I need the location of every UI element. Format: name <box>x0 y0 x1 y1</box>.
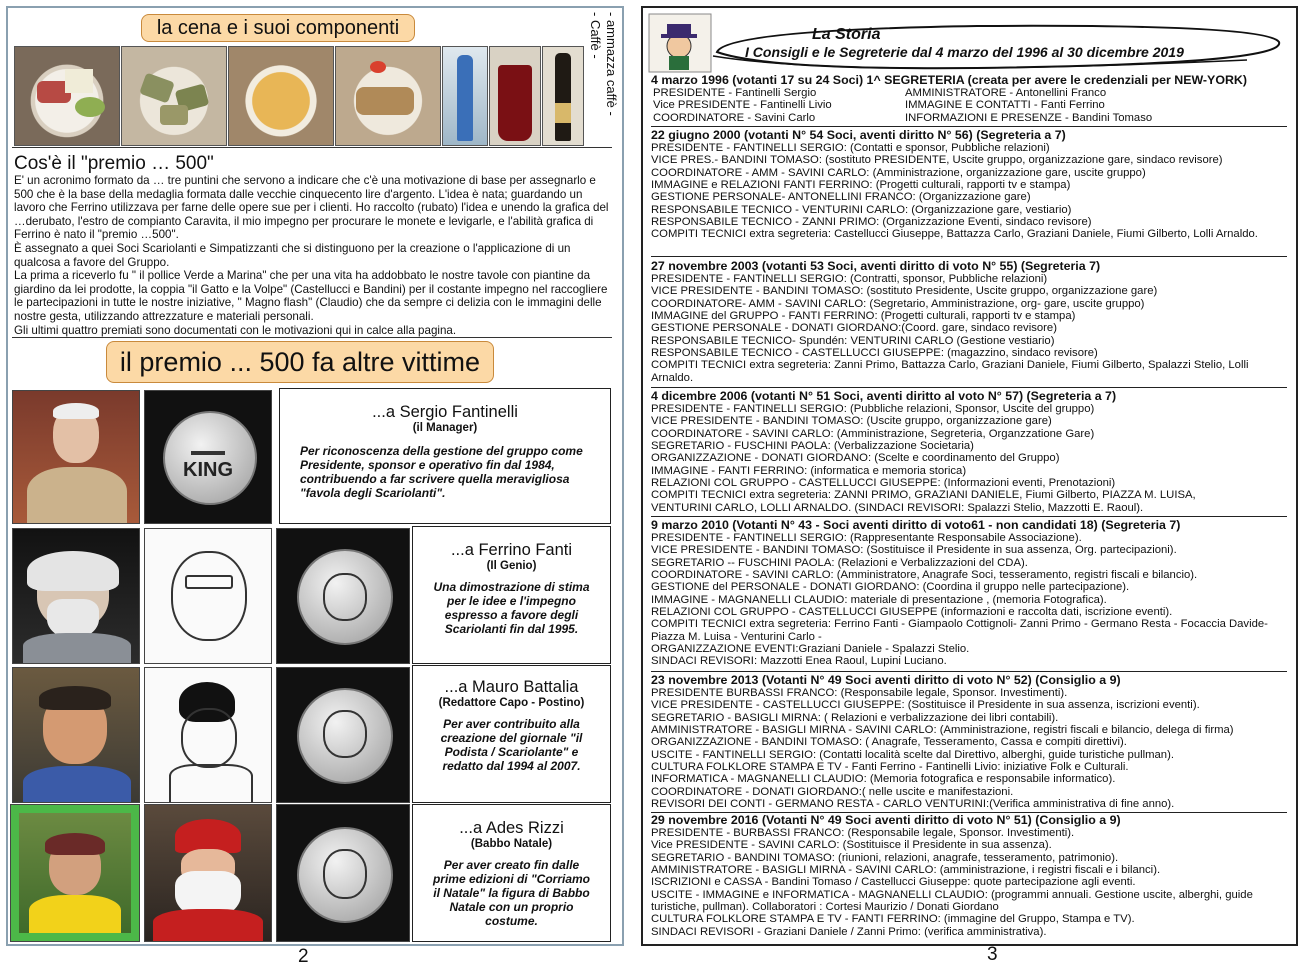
section-line: INFORMATICA - MAGNANELLI CLAUDIO: (Memoria fotografica e responsabile informatico). <box>651 773 1116 786</box>
photo-wine-carafe <box>489 46 541 146</box>
section-line: COORDINATORE - SAVINI CARLO: (Amministratore, Anagrafe Soci, tesseramento, registri fiscali e bilancio). <box>651 569 1198 582</box>
section-line: COMPITI TECNICI extra segreteria: Zanni Primo, Battazza Carlo, Graziani Daniele, Fiumi Gilberto, Spalazzi Stelio, Lolli Arnaldo. <box>651 359 1249 384</box>
award-role: (il Manager) <box>412 422 478 434</box>
section-2016 <box>651 814 1291 938</box>
section-heading: 4 dicembre 2006 (votanti N° 51 Soci, aventi diritto al voto N° 57) (Segreteria a 7) <box>651 389 1117 403</box>
section-line: AMMINISTRATORE - BASIGLI MIRNA - SAVINI CARLO: (amministrazione, i registri fiscali e i bilanci). <box>651 864 1161 877</box>
award-ades-caption <box>412 804 611 942</box>
left-page <box>6 6 624 946</box>
section-line: PRESIDENTE - FANTINELLI SERGIO: (Rappresentante Responsabile Associazione). <box>651 532 1082 544</box>
medal-ferrino <box>276 528 410 664</box>
premio-description <box>14 174 612 337</box>
section-2000 <box>651 129 1291 241</box>
paragraph: La prima a riceverlo fu " il pollice Verde a Marina" che per una vita ha addobbato le nostre tavole con piantine da giardino da lei prodotte, la coppia "il Gatto e la Volpe" (Castellucci e Bandini) per il costante impegno nel raccogliere le partecipazioni in tutte le nostre iniziative, " Magno flash" (Claudio) che da sempre ci delizia con le immagini delle nostre gesta, utilizzando attrezzature e materiali personali. <box>14 269 608 323</box>
section-line: PRESIDENTE - FANTINELLI SERGIO: (Contatti e sponsor, Pubbliche relazioni) <box>651 142 1050 154</box>
section-line: RESPONSABILE TECNICO - ZANNI PRIMO: (Organizzazione Eventi, sindaco revisore) <box>651 216 1092 229</box>
page-number-right: 3 <box>987 944 998 965</box>
photo-water-bottle <box>442 46 488 146</box>
section-line: INFORMAZIONI E PRESENZE - Bandini Tomaso <box>905 111 1153 124</box>
section-line: COMPITI TECNICI extra segreteria: Castellucci Giuseppe, Battazza Carlo, Graziani Daniele, Fiumi Gilberto, Lolli Arnaldo. <box>651 228 1258 241</box>
award-name: ...a Sergio Fantinelli <box>372 403 518 421</box>
storia-subtitle: I Consigli e le Segreterie dal 4 marzo del 1996 al 30 dicembre 2019 <box>745 44 1184 60</box>
photo-ravioli <box>121 46 227 146</box>
section-line: VICE PRESIDENTE - BANDINI TOMASO: (sostituto Presidente, Uscite gruppo, organizzazione gare) <box>651 285 1158 298</box>
section-line: SEGRETARIO - BANDINI TOMASO: (riunioni, relazioni, anagrafe, tesseramento, patrimonio). <box>651 851 1119 864</box>
section-2013 <box>651 674 1291 810</box>
king-medal <box>144 390 272 524</box>
section-line: REVISORI DEI CONTI - GERMANO RESTA - CARLO VENTURINI:(Verifica amministrativa di fine anno). <box>651 798 1175 811</box>
dinner-heading: la cena e i suoi componenti <box>141 14 415 42</box>
photo-antipasto <box>14 46 120 146</box>
section-heading: 23 novembre 2013 (Votanti N° 49 Soci aventi diritto di voto N° 52) (Consiglio a 9) <box>651 673 1121 687</box>
divider <box>12 337 612 338</box>
award-mauro-caption <box>412 665 611 803</box>
section-line: SINDACI REVISORI: Mazzotti Enea Raoul, Lupini Luciano. <box>651 655 947 668</box>
medal-ades <box>276 804 410 942</box>
section-line: IMMAGINE e RELAZIONI FANTI FERRINO: (Progetti culturali, rapporti tv e stampa) <box>651 179 1071 192</box>
photo-ferrino-fanti <box>12 528 140 664</box>
section-heading: 4 marzo 1996 (votanti 17 su 24 Soci) 1^ SEGRETERIA (creata per avere le credenziali per NEW-YORK) <box>651 73 1247 87</box>
section-line: ORGANIZZAZIONE EVENTI:Graziani Daniele - Spalazzi Stelio. <box>651 643 970 656</box>
section-line: ISCRIZIONI e CASSA - Bandini Tomaso / Castellucci Giuseppe: quote partecipazione agli eventi. <box>651 876 1136 889</box>
section-line: Vice PRESIDENTE - SAVINI CARLO: (Sostituisce il Presidente in sua assenza). <box>651 839 1052 852</box>
section-2010 <box>651 519 1291 668</box>
photo-main-course <box>335 46 441 146</box>
photo-babbo-natale <box>144 804 272 942</box>
paragraph: È assegnato a quei Soci Scariolanti e Simpatizzanti che si distinguono per la creazione o l'applicazione di un qualcosa a favore del Gruppo. <box>14 241 571 269</box>
award-sergio-caption <box>279 388 611 524</box>
award-role: (Redattore Capo - Postino) <box>438 697 585 709</box>
award-name: ...a Mauro Battalia <box>444 678 579 696</box>
photo-mauro-battalia <box>12 667 140 803</box>
section-line: COORDINATORE - DONATI GIORDANO:( nelle uscite e manifestazioni. <box>651 785 1014 798</box>
section-line: COORDINATORE - AMM - SAVINI CARLO: (Amministrazione, organizzazione gare, uscite gruppo) <box>651 166 1146 179</box>
section-line: IMMAGINE E CONTATTI - Fanti Ferrino <box>905 99 1105 112</box>
section-2006 <box>651 390 1291 514</box>
section-line: IMMAGINE - FANTI FERRINO: (informatica e memoria storica) <box>651 464 967 477</box>
paragraph: E' un acronimo formato da … tre puntini che servono a indicare che c'è una motivazione di base per assegnarlo e 500 che è la base della medaglia formata dalle vecchie cinquecento lire d'argento. L'idea è nata; guardando un lavoro che Ferrino utilizzava per farne delle opere sue per i clienti. Ho raccolto (rubato) l'idea e unendo la grafica del …derubato, l'estro de compianto Caravita, il mio impegno per procurare le monete e levigarle, e l'abilità grafica di Ferrino è nato il "premio …500". <box>14 174 609 242</box>
section-line: PRESIDENTE - Fantinelli Sergio <box>653 87 817 99</box>
paragraph: Gli ultimi quattro premiati sono documentati con le motivazioni qui in calce alla pagina. <box>14 323 457 337</box>
crown-icon <box>191 433 225 455</box>
section-line: COORDINATORE- AMM - SAVINI CARLO: (Segretario, Amministrazione, org- gare, uscite gruppo) <box>651 297 1145 310</box>
section-line: USCITE - IMMAGINE e INFORMATICA - MAGNANELLI CLAUDIO: (programmi annuali. Gestione uscite, alberghi, guide turistiche, pullman). Collaboratori : Cortesi Maurizio / Donati Giordano <box>651 888 1253 914</box>
section-line: IMMAGINE - MAGNANELLI CLAUDIO: materiale di presentazione , (memoria Fotografica). <box>651 593 1107 606</box>
section-line: VENTURINI CARLO, LOLLI ARNALDO. (SINDACI REVISORI: Spalazzi Stelio, Mazzotti E. Raoul). <box>651 501 1144 514</box>
section-line: CULTURA FOLKLORE STAMPA E TV - FANTI FERRINO: (immagine del Gruppo, Stampa e TV). <box>651 913 1135 926</box>
divider <box>651 387 1287 388</box>
award-ferrino-caption <box>412 526 611 664</box>
section-line: ORGANIZZAZIONE - BANDINI TOMASO: ( Anagrafe, Tesseramento, Cassa e compiti direttivi). <box>651 736 1127 749</box>
divider <box>651 256 1287 257</box>
storia-header <box>647 12 1291 72</box>
section-line: RESPONSABILE TECNICO- Spundén: VENTURINI CARLO (Gestione vestiario) <box>651 334 1055 347</box>
caffe-label: - Caffè - <box>588 12 603 59</box>
header-swoosh <box>647 12 1291 74</box>
section-line: SEGRETARIO - FUSCHINI PAOLA: (Verbalizzazione Societaria) <box>651 440 974 453</box>
king-text: KING <box>183 459 233 481</box>
section-line: AMMINISTRATORE - Antonellini Franco <box>905 87 1107 99</box>
award-name: ...a Ades Rizzi <box>459 819 564 837</box>
caricature-ferrino <box>144 528 272 664</box>
divider <box>651 516 1287 517</box>
award-text: Una dimostrazione di stima per le idee e l'impegno espresso a favore degli Scariolanti fin dal 1995. <box>433 580 590 636</box>
award-role: (Babbo Natale) <box>470 838 553 850</box>
award-role: (Il Genio) <box>486 560 537 572</box>
section-line: RESPONSABILE TECNICO - CASTELLUCCI GIUSEPPE: (magazzino, sindaco revisore) <box>651 347 1098 360</box>
section-line: COMPITI TECNICI extra segreteria: ZANNI PRIMO, GRAZIANI DANIELE, Fiumi Gilberto, PIAZZA M. LUISA, <box>651 489 1196 502</box>
premio-section-title: Cos'è il "premio … 500" <box>14 153 214 174</box>
award-text: Per aver contribuito alla creazione del giornale "il Podista / Scariolante" e redatto dal 1994 al 2007. <box>440 717 583 773</box>
award-name: ...a Ferrino Fanti <box>450 541 573 559</box>
right-page <box>641 6 1298 946</box>
section-line: AMMINISTRATORE - BASIGLI MIRNA - SAVINI CARLO: (Amministrazione, registri fiscali e bilancio, delega di firma) <box>651 724 1234 737</box>
medal-mauro <box>276 667 410 803</box>
section-1996 <box>651 74 1291 127</box>
section-line: COORDINATORE - Savini Carlo <box>653 111 816 124</box>
section-line: PRESIDENTE BURBASSI FRANCO: (Responsabile legale, Sponsor. Investimenti). <box>651 687 1068 699</box>
section-line: COMPITI TECNICI extra segreteria: Ferrino Fanti - Giampaolo Cottignoli- Zanni Primo - Germano Resta - Focaccia Davide- Piazza M. Luisa - Venturini Carlo - <box>651 618 1268 643</box>
section-line: GESTIONE PERSONALE - DONATI GIORDANO:(Coord. gare, sindaco revisore) <box>651 322 1057 335</box>
ammazza-caffe-label: - ammazza caffè - <box>604 12 619 116</box>
section-line: RESPONSABILE TECNICO - VENTURINI CARLO: (Organizzazione gare, vestiario) <box>651 203 1072 216</box>
section-line: GESTIONE PERSONALE- ANTONELLINI FRANCO: (Organizzazione gare) <box>651 191 1031 204</box>
section-line: IMMAGINE del GRUPPO - FANTI FERRINO: (Progetti culturali, rapporti tv e stampa) <box>651 310 1076 323</box>
award-text: Per aver creato fin dalle prime edizioni di "Corriamo il Natale" la figura di Babbo Natale con un proprio costume. <box>432 858 591 928</box>
section-line: VICE PRESIDENTE - BANDINI TOMASO: (Sostituisce il Presidente in sua assenza, Org. partecipazioni). <box>651 544 1177 557</box>
photo-ades-rizzi <box>10 804 140 942</box>
section-line: SEGRETARIO - BASIGLI MIRNA: ( Relazioni e verbalizzazione dei libri contabili). <box>651 711 1059 724</box>
section-line: SEGRETARIO -- FUSCHINI PAOLA: (Relazioni e Verbalizzazioni del CDA). <box>651 556 1028 569</box>
page-number-left: 2 <box>298 946 309 967</box>
section-line: RELAZIONI COL GRUPPO - CASTELLUCCI GIUSEPPE: (Informazioni eventi, Prenotazioni) <box>651 477 1116 490</box>
section-line: Vice PRESIDENTE - Fantinelli Livio <box>653 99 832 112</box>
section-heading: 9 marzo 2010 (Votanti N° 43 - Soci aventi diritto di voto61 - non candidati 18) (Segreteria 7) <box>651 518 1181 532</box>
section-line: VICE PRESIDENTE - CASTELLUCCI GIUSEPPE: (Sostituisce il Presidente in sua assenza, iscrizioni eventi). <box>651 699 1200 712</box>
section-line: PRESIDENTE - FANTINELLI SERGIO: (Contratti, sponsor, Pubbliche relazioni) <box>651 273 1048 285</box>
divider <box>12 147 612 148</box>
section-line: RELAZIONI COL GRUPPO - CASTELLUCCI GIUSEPPE (informazioni e raccolta dati, iscrizione eventi). <box>651 606 1173 619</box>
section-line: GESTIONE del PERSONALE - DONATI GIORDANO: (Coordina il gruppo nelle partecipazione). <box>651 581 1130 594</box>
section-heading: 29 novembre 2016 (Votanti N° 49 Soci aventi diritto di voto N° 51) (Consiglio a 9) <box>651 813 1121 827</box>
photo-tortellini <box>228 46 334 146</box>
section-line: VICE PRESIDENTE - BANDINI TOMASO: (Uscite gruppo, organizzazione gare) <box>651 415 1052 428</box>
caricature-mauro <box>144 667 272 803</box>
section-heading: 22 giugno 2000 (votanti N° 54 Soci, aventi diritto N° 56) (Segreteria a 7) <box>651 128 1066 142</box>
section-line: VICE PRES.- BANDINI TOMASO: (sostituto PRESIDENTE, Uscite gruppo, organizzazione gare, sindaco revisore) <box>651 154 1223 167</box>
section-line: PRESIDENTE - FANTINELLI SERGIO: (Pubbliche relazioni, Sponsor, Uscite del gruppo) <box>651 403 1095 415</box>
divider <box>651 671 1287 672</box>
section-line: CULTURA FOLKLORE STAMPA E TV - Fanti Ferrino - Fantinelli Livio: iniziative Folk e Culturali. <box>651 761 1129 774</box>
award-text: Per riconoscenza della gestione del gruppo come Presidente, sponsor e operativo fin dal 1984, contribuendo a far scrivere quella meravigliosa "favola degli Scariolanti". <box>300 444 583 500</box>
awards-heading: il premio ... 500 fa altre vittime <box>106 341 494 383</box>
divider <box>651 126 1287 127</box>
photo-sergio-fantinelli <box>12 390 140 524</box>
section-line: PRESIDENTE - BURBASSI FRANCO: (Responsabile legale, Sponsor. Investimenti). <box>651 827 1075 839</box>
section-line: SINDACI REVISORI - Graziani Daniele / Zanni Primo: (verifica amministrativa). <box>651 925 1047 938</box>
section-line: COORDINATORE - SAVINI CARLO: (Amministrazione, Segreteria, Organzzatione Gare) <box>651 427 1095 440</box>
section-2003 <box>651 260 1291 384</box>
photo-sparkling-bottle <box>542 46 584 146</box>
section-heading: 27 novembre 2003 (votanti 53 Soci, aventi diritto di voto N° 55) (Segreteria 7) <box>651 259 1101 273</box>
section-line: USCITE - FANTINELLI SERGIO: (Contatti località scelte dal Direttivo, alberghi, guide turistiche pullman). <box>651 748 1174 761</box>
storia-title: La Storia <box>812 26 881 43</box>
section-line: ORGANIZZAZIONE - DONATI GIORDANO: (Scelte e coordinamento del Gruppo) <box>651 452 1060 465</box>
